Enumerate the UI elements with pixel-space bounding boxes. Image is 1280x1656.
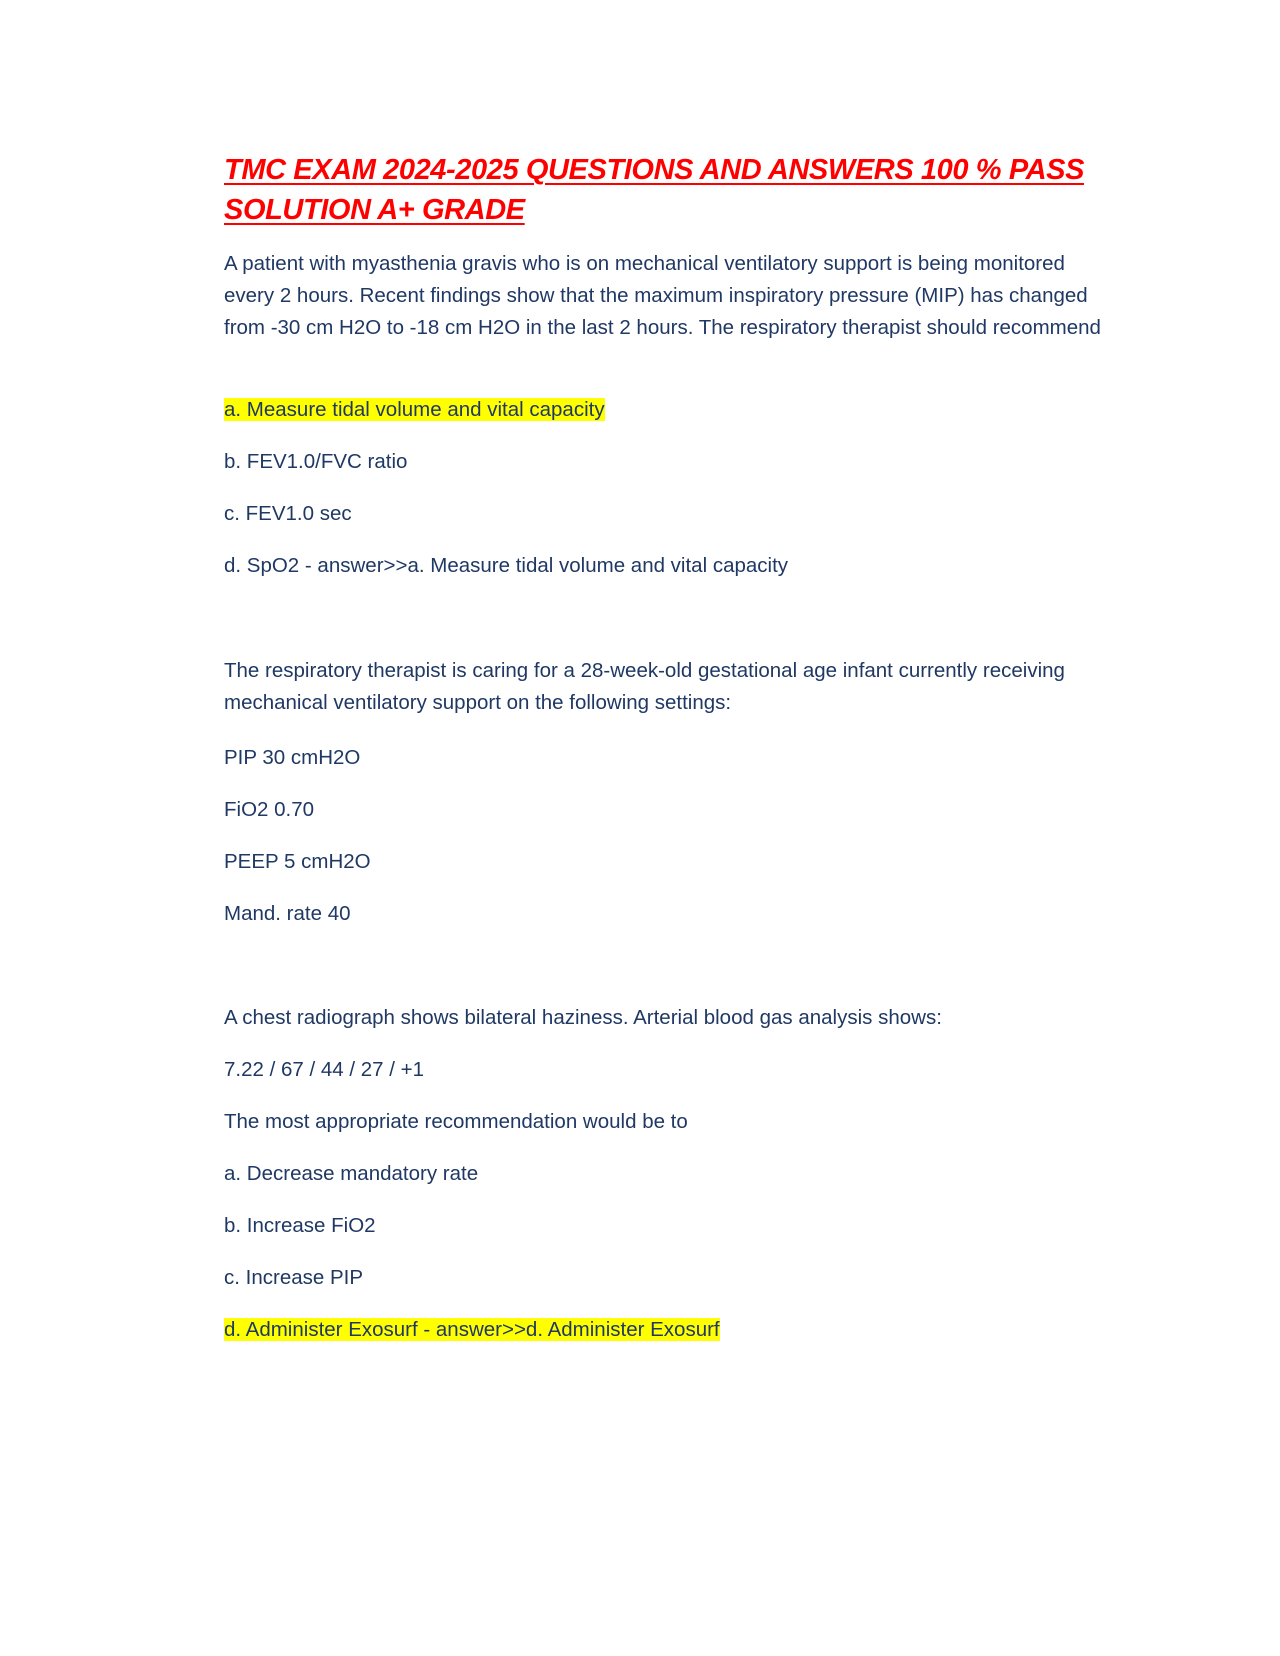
abg-values: 7.22 / 67 / 44 / 27 / +1 [224, 1058, 425, 1081]
setting-mandatory-rate: Mand. rate 40 [224, 902, 351, 925]
question-2-prompt: The most appropriate recommendation would be to [224, 1110, 688, 1133]
question-1-stem: A patient with myasthenia gravis who is on mechanical ventilatory support is being monitored every 2 hours. Recent findings show that the maximum inspiratory pressure (MIP) has changed from -30 cm H2O to -18 cm H2O in the last 2 hours. The respiratory therapist should recommend [224, 252, 1101, 339]
setting-peep: PEEP 5 cmH2O [224, 850, 371, 873]
question-2-option-b: b. Increase FiO2 [224, 1214, 376, 1237]
question-1-option-d: d. SpO2 - answer>>a. Measure tidal volume and vital capacity [224, 554, 789, 577]
radiograph-finding: A chest radiograph shows bilateral haziness. Arterial blood gas analysis shows: [224, 1006, 942, 1029]
question-2-stem: The respiratory therapist is caring for a 28-week-old gestational age infant currently receiving mechanical ventilatory support on the following settings: [224, 659, 1065, 714]
question-2-option-c: c. Increase PIP [224, 1266, 364, 1289]
setting-pip: PIP 30 cmH2O [224, 746, 361, 769]
question-2-option-a: a. Decrease mandatory rate [224, 1162, 479, 1185]
question-1-option-c: c. FEV1.0 sec [224, 502, 352, 525]
question-1-option-b: b. FEV1.0/FVC ratio [224, 450, 408, 473]
question-1-option-a [224, 394, 605, 426]
document-title: TMC EXAM 2024-2025 QUESTIONS AND ANSWERS 100 % PASS SOLUTION A+ GRADE [224, 154, 1085, 226]
question-2-option-d [224, 1314, 720, 1346]
setting-fio2: FiO2 0.70 [224, 798, 315, 821]
answer-highlight: a. Measure tidal volume and vital capacity [224, 398, 605, 421]
answer-highlight: d. Administer Exosurf - answer>>d. Administer Exosurf [224, 1318, 720, 1341]
